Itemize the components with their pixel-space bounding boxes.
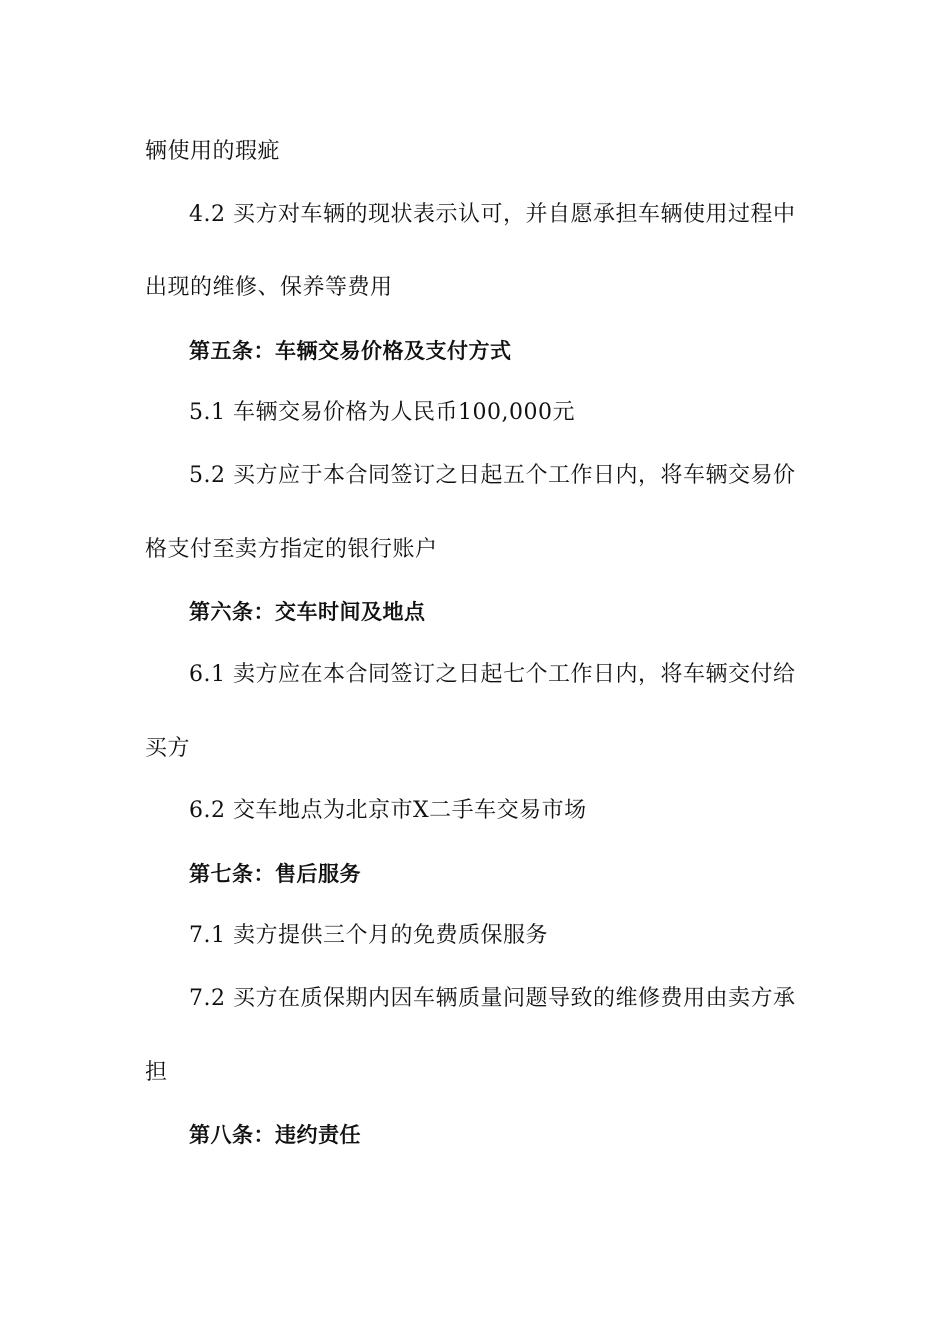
clause-4-2: 4.2 买方对车辆的现状表示认可，并自愿承担车辆使用过程中 [189,202,796,227]
article-7-heading: 第七条：售后服务 [189,862,361,886]
clause-5-1: 5.1 车辆交易价格为人民币100,000元 [189,400,575,425]
article-8-heading: 第八条：违约责任 [189,1123,361,1147]
paragraph-line: 辆使用的瑕疵 [145,139,281,164]
paragraph-line: 出现的维修、保养等费用 [145,275,393,300]
clause-6-1: 6.1 卖方应在本合同签订之日起七个工作日内，将车辆交付给 [189,662,796,687]
paragraph-line: 买方 [145,736,191,761]
paragraph-line: 担 [145,1060,168,1085]
clause-6-2: 6.2 交车地点为北京市X二手车交易市场 [189,798,587,823]
paragraph-line: 格支付至卖方指定的银行账户 [145,537,438,562]
clause-7-2: 7.2 买方在质保期内因车辆质量问题导致的维修费用由卖方承 [189,986,796,1011]
article-6-heading: 第六条：交车时间及地点 [189,600,426,624]
clause-5-2: 5.2 买方应于本合同签订之日起五个工作日内，将车辆交易价 [189,463,796,488]
article-5-heading: 第五条：车辆交易价格及支付方式 [189,339,512,363]
clause-7-1: 7.1 卖方提供三个月的免费质保服务 [189,923,548,948]
